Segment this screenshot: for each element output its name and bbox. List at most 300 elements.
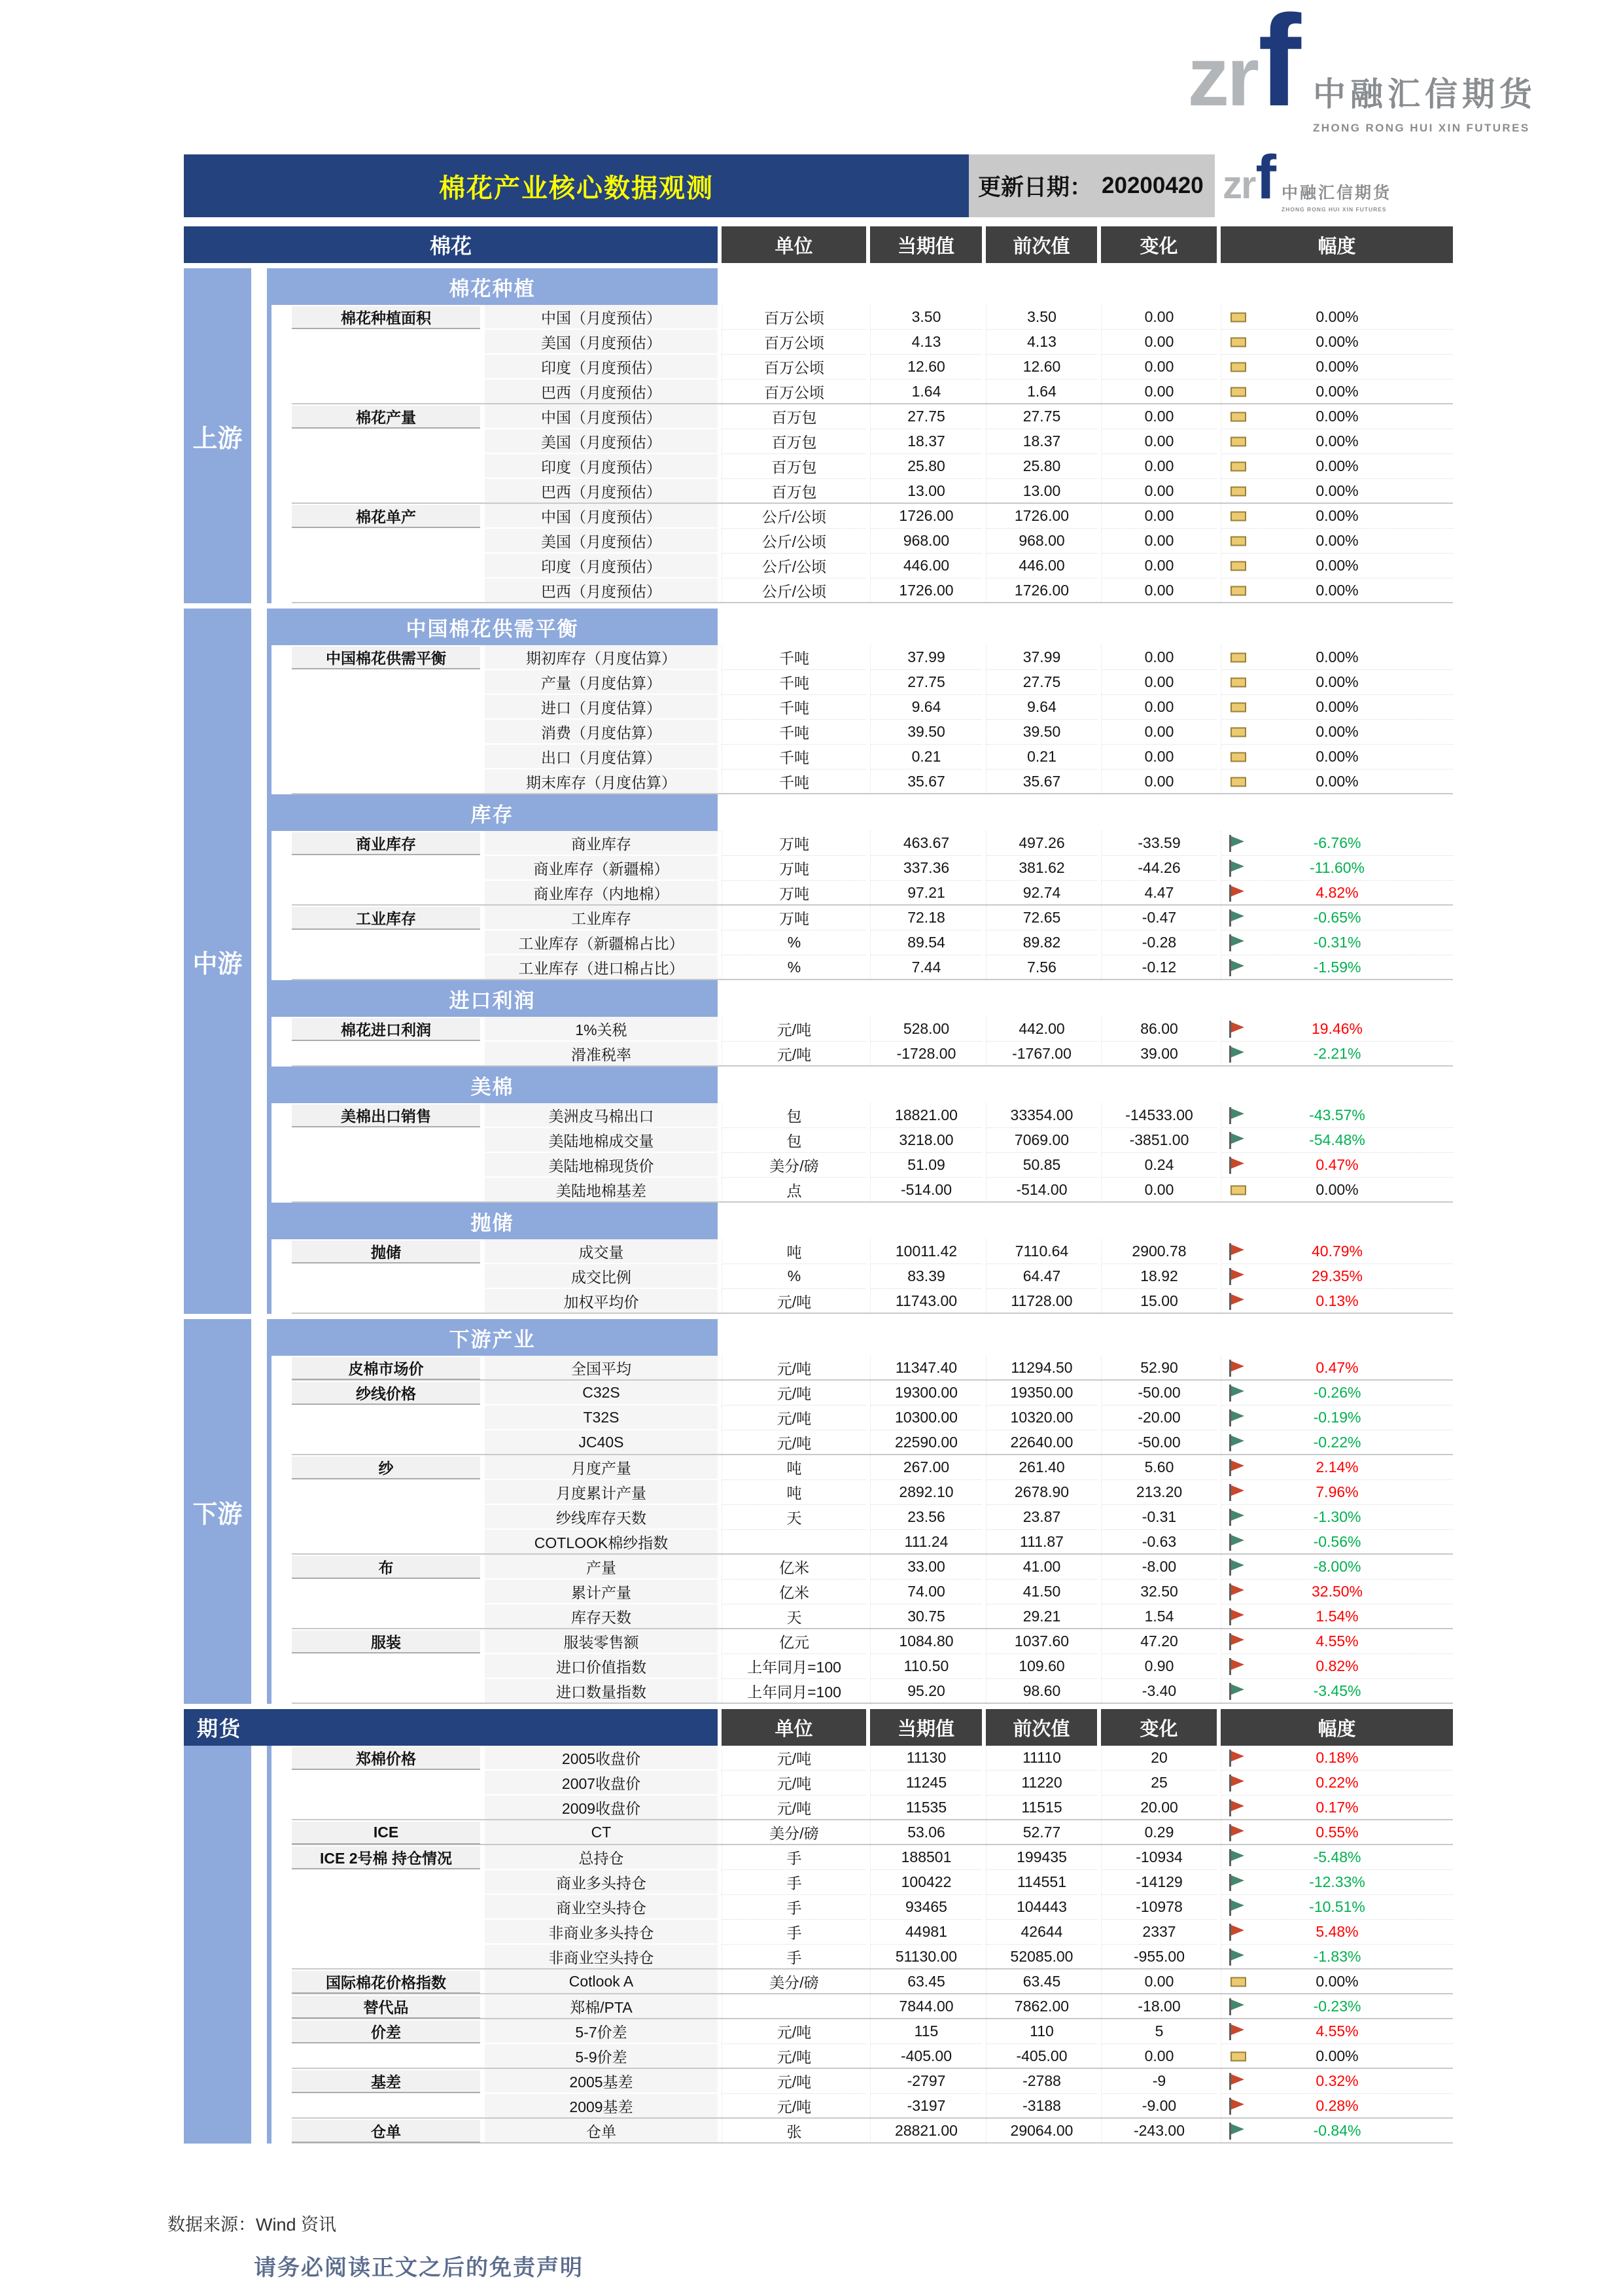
change-value-cell: 0.00 bbox=[1101, 305, 1217, 330]
table-row bbox=[184, 1289, 1453, 1314]
unit-cell: 手 bbox=[722, 1945, 866, 1969]
current-value-cell: 18821.00 bbox=[870, 1103, 982, 1128]
strip-spacer bbox=[480, 380, 485, 404]
table-header-row bbox=[184, 1709, 1453, 1746]
row-indent bbox=[184, 1629, 292, 1654]
row-indent bbox=[184, 1239, 292, 1264]
pct-value: 0.47% bbox=[1316, 1156, 1359, 1173]
row-indent bbox=[184, 1994, 292, 2019]
change-value-cell: -243.00 bbox=[1101, 2119, 1217, 2144]
current-value-cell: 9.64 bbox=[870, 695, 982, 720]
section-band: 中国棉花供需平衡 bbox=[267, 609, 718, 645]
table-row bbox=[184, 769, 1453, 794]
group-label-spacer bbox=[292, 479, 480, 504]
pct-cell bbox=[1221, 930, 1453, 955]
group-label-spacer bbox=[292, 1530, 480, 1555]
table-row bbox=[184, 1654, 1453, 1679]
strip-spacer bbox=[480, 1555, 485, 1580]
previous-value-cell: 37.99 bbox=[986, 645, 1097, 670]
pct-value: -3.45% bbox=[1313, 1682, 1361, 1699]
row-group bbox=[184, 645, 1453, 794]
disclaimer-note: 请务必阅读正文之后的免责声明 bbox=[254, 2255, 584, 2280]
pct-value: 0.18% bbox=[1316, 1749, 1359, 1766]
down-flag-icon bbox=[1229, 1948, 1246, 1966]
row-indent bbox=[184, 504, 292, 529]
change-value-cell: 25 bbox=[1101, 1771, 1217, 1795]
unit-cell: 张 bbox=[722, 2119, 866, 2144]
previous-value-cell: 2678.90 bbox=[986, 1480, 1097, 1505]
pct-value: -11.60% bbox=[1310, 859, 1365, 876]
pct-cell bbox=[1221, 1994, 1453, 2019]
pct-value: -1.83% bbox=[1313, 1948, 1361, 1965]
group-label-spacer bbox=[292, 1289, 480, 1314]
row-indent bbox=[184, 355, 292, 380]
row-indent bbox=[184, 1128, 292, 1153]
row-indent bbox=[184, 1795, 292, 1820]
row-label-cell: 印度（月度预估） bbox=[485, 454, 718, 479]
down-flag-icon bbox=[1229, 959, 1246, 977]
row-indent bbox=[184, 720, 292, 745]
strip-spacer bbox=[480, 2044, 485, 2069]
strip-spacer bbox=[480, 1795, 485, 1820]
group-label-spacer bbox=[292, 1153, 480, 1178]
row-indent bbox=[184, 1042, 292, 1067]
pct-cell bbox=[1221, 1381, 1453, 1405]
change-value-cell: 5 bbox=[1101, 2019, 1217, 2044]
pct-value: 0.00% bbox=[1316, 532, 1359, 549]
current-value-cell: 111.24 bbox=[870, 1530, 982, 1555]
strip-spacer bbox=[480, 1580, 485, 1604]
row-indent bbox=[184, 2119, 292, 2144]
previous-value-cell: 1.64 bbox=[986, 380, 1097, 404]
table-row bbox=[184, 2094, 1453, 2119]
strip-spacer bbox=[480, 1845, 485, 1870]
group-label: 工业库存 bbox=[292, 907, 480, 930]
table-row bbox=[184, 1480, 1453, 1505]
unit-cell: 点 bbox=[722, 1178, 866, 1203]
previous-value-cell: 11220 bbox=[986, 1771, 1097, 1795]
unit-cell: 手 bbox=[722, 1895, 866, 1920]
group-label: 棉花产量 bbox=[292, 406, 480, 429]
group-label-spacer bbox=[292, 429, 480, 454]
strip-spacer bbox=[480, 1264, 485, 1289]
logo-cn-name: 中融汇信期货 bbox=[1313, 76, 1537, 113]
up-flag-icon bbox=[1229, 1483, 1246, 1502]
up-flag-icon bbox=[1229, 884, 1246, 902]
change-value-cell: 2900.78 bbox=[1101, 1239, 1217, 1264]
change-value-cell: 0.00 bbox=[1101, 504, 1217, 529]
row-indent bbox=[184, 1870, 292, 1895]
row-label-cell: 工业库存（新疆棉占比） bbox=[485, 930, 718, 955]
logo-zr-letters: zr bbox=[1187, 30, 1257, 124]
pct-cell bbox=[1221, 305, 1453, 330]
row-indent bbox=[184, 1654, 292, 1679]
pct-cell bbox=[1221, 2094, 1453, 2119]
previous-value-cell: 1037.60 bbox=[986, 1629, 1097, 1654]
pct-cell bbox=[1221, 1017, 1453, 1042]
current-value-cell: 337.36 bbox=[870, 856, 982, 881]
pct-cell bbox=[1221, 454, 1453, 479]
section-band-row bbox=[184, 1319, 1453, 1356]
row-group bbox=[184, 831, 1453, 906]
no-change-icon bbox=[1230, 461, 1246, 471]
pct-value: -54.48% bbox=[1309, 1131, 1365, 1148]
pct-value: 19.46% bbox=[1311, 1020, 1363, 1037]
strip-spacer bbox=[480, 479, 485, 504]
change-value-cell: 0.00 bbox=[1101, 670, 1217, 695]
current-value-cell: 11535 bbox=[870, 1795, 982, 1820]
group-label-spacer bbox=[292, 2044, 480, 2069]
pct-cell bbox=[1221, 1795, 1453, 1820]
unit-cell: 手 bbox=[722, 1845, 866, 1870]
row-indent bbox=[184, 404, 292, 429]
row-label-cell: CT bbox=[485, 1820, 718, 1845]
no-change-icon bbox=[1230, 652, 1246, 662]
strip-spacer bbox=[480, 1153, 485, 1178]
previous-value-cell: 7862.00 bbox=[986, 1994, 1097, 2019]
strip-spacer bbox=[480, 2119, 485, 2144]
down-flag-icon bbox=[1229, 1998, 1246, 2016]
pct-value: 2.14% bbox=[1316, 1458, 1359, 1475]
row-label-cell: 累计产量 bbox=[485, 1580, 718, 1604]
down-flag-icon bbox=[1229, 859, 1246, 877]
group-label-spacer bbox=[292, 930, 480, 955]
row-label-cell: JC40S bbox=[485, 1430, 718, 1455]
table-row bbox=[184, 1128, 1453, 1153]
row-group bbox=[184, 1455, 1453, 1555]
table-row bbox=[184, 1505, 1453, 1530]
no-change-icon bbox=[1230, 727, 1246, 737]
strip-spacer bbox=[480, 1381, 485, 1405]
pct-cell bbox=[1221, 1356, 1453, 1381]
change-value-cell: 0.00 bbox=[1101, 355, 1217, 380]
change-value-cell: 5.60 bbox=[1101, 1455, 1217, 1480]
change-value-cell: 0.00 bbox=[1101, 695, 1217, 720]
current-value-cell: 18.37 bbox=[870, 429, 982, 454]
strip-spacer bbox=[480, 1128, 485, 1153]
update-date-box bbox=[969, 154, 1215, 217]
table-row bbox=[184, 1679, 1453, 1704]
strip-spacer bbox=[480, 831, 485, 856]
row-label-cell: 美国（月度预估） bbox=[485, 330, 718, 355]
previous-value-cell: 7110.64 bbox=[986, 1239, 1097, 1264]
change-value-cell: 213.20 bbox=[1101, 1480, 1217, 1505]
strip-spacer bbox=[480, 529, 485, 554]
change-value-cell: 2337 bbox=[1101, 1920, 1217, 1945]
pct-value: 1.54% bbox=[1316, 1608, 1359, 1625]
change-value-cell: 32.50 bbox=[1101, 1580, 1217, 1604]
pct-value: 0.00% bbox=[1316, 698, 1359, 715]
row-label-cell: 2007收盘价 bbox=[485, 1771, 718, 1795]
column-header: 变化 bbox=[1101, 226, 1217, 263]
down-flag-icon bbox=[1229, 1848, 1246, 1867]
previous-value-cell: 110 bbox=[986, 2019, 1097, 2044]
current-value-cell: 446.00 bbox=[870, 554, 982, 578]
change-value-cell: 0.00 bbox=[1101, 529, 1217, 554]
strip-spacer bbox=[480, 955, 485, 980]
change-value-cell: 0.00 bbox=[1101, 1969, 1217, 1994]
previous-value-cell: -1767.00 bbox=[986, 1042, 1097, 1067]
change-value-cell: -10934 bbox=[1101, 1845, 1217, 1870]
previous-value-cell: 41.00 bbox=[986, 1555, 1097, 1580]
unit-cell: 吨 bbox=[722, 1239, 866, 1264]
row-label-cell: 产量（月度估算） bbox=[485, 670, 718, 695]
pct-value: -0.23% bbox=[1313, 1998, 1361, 2015]
unit-cell: 百万包 bbox=[722, 429, 866, 454]
previous-value-cell: 33354.00 bbox=[986, 1103, 1097, 1128]
previous-value-cell: 968.00 bbox=[986, 529, 1097, 554]
strip-spacer bbox=[480, 695, 485, 720]
table-header-left: 棉花 bbox=[184, 226, 718, 263]
row-indent bbox=[184, 380, 292, 404]
column-header: 幅度 bbox=[1221, 226, 1453, 263]
row-group bbox=[184, 404, 1453, 504]
previous-value-cell: 98.60 bbox=[986, 1679, 1097, 1704]
change-value-cell: 0.29 bbox=[1101, 1820, 1217, 1845]
up-flag-icon bbox=[1229, 1774, 1246, 1792]
previous-value-cell: 0.21 bbox=[986, 745, 1097, 769]
change-value-cell: 0.00 bbox=[1101, 330, 1217, 355]
row-label-cell: 巴西（月度预估） bbox=[485, 578, 718, 603]
previous-value-cell: 1726.00 bbox=[986, 578, 1097, 603]
current-value-cell: 25.80 bbox=[870, 454, 982, 479]
no-change-icon bbox=[1230, 1977, 1246, 1987]
row-label-cell: 全国平均 bbox=[485, 1356, 718, 1381]
pct-value: 0.00% bbox=[1316, 1181, 1359, 1198]
strip-spacer bbox=[480, 330, 485, 355]
change-value-cell: -3851.00 bbox=[1101, 1128, 1217, 1153]
row-indent bbox=[184, 330, 292, 355]
current-value-cell: 39.50 bbox=[870, 720, 982, 745]
current-value-cell: 3.50 bbox=[870, 305, 982, 330]
current-value-cell: 188501 bbox=[870, 1845, 982, 1870]
group-label: 棉花种植面积 bbox=[292, 306, 480, 329]
change-value-cell: -44.26 bbox=[1101, 856, 1217, 881]
previous-value-cell: 114551 bbox=[986, 1870, 1097, 1895]
band-spacer bbox=[184, 1319, 267, 1356]
previous-value-cell: 29.21 bbox=[986, 1604, 1097, 1629]
title-bar bbox=[184, 143, 1463, 217]
current-value-cell: 968.00 bbox=[870, 529, 982, 554]
row-indent bbox=[184, 1356, 292, 1381]
column-header: 前次值 bbox=[986, 1709, 1097, 1746]
current-value-cell: 12.60 bbox=[870, 355, 982, 380]
current-value-cell: 463.67 bbox=[870, 831, 982, 856]
down-flag-icon bbox=[1229, 934, 1246, 952]
down-flag-icon bbox=[1229, 1682, 1246, 1701]
logo-text bbox=[1282, 180, 1391, 213]
pct-value: 0.00% bbox=[1316, 308, 1359, 325]
unit-cell: 包 bbox=[722, 1103, 866, 1128]
table-row bbox=[184, 1580, 1453, 1604]
pct-value: -12.33% bbox=[1309, 1873, 1365, 1890]
change-value-cell: 4.47 bbox=[1101, 881, 1217, 906]
group-label-spacer bbox=[292, 1920, 480, 1945]
previous-value-cell: 92.74 bbox=[986, 881, 1097, 906]
unit-cell: % bbox=[722, 1264, 866, 1289]
unit-cell: 千吨 bbox=[722, 720, 866, 745]
group-label-spacer bbox=[292, 1178, 480, 1203]
row-label-cell: T32S bbox=[485, 1405, 718, 1430]
table-row bbox=[184, 355, 1453, 380]
current-value-cell: 2892.10 bbox=[870, 1480, 982, 1505]
group-label-spacer bbox=[292, 720, 480, 745]
row-label-cell: 美陆地棉成交量 bbox=[485, 1128, 718, 1153]
current-value-cell: 28821.00 bbox=[870, 2119, 982, 2144]
current-value-cell: 11743.00 bbox=[870, 1289, 982, 1314]
band-spacer bbox=[184, 609, 267, 645]
group-label-spacer bbox=[292, 745, 480, 769]
row-group bbox=[184, 1017, 1453, 1067]
pct-value: 0.28% bbox=[1316, 2097, 1359, 2114]
pct-cell bbox=[1221, 1178, 1453, 1203]
change-value-cell: 0.90 bbox=[1101, 1654, 1217, 1679]
current-value-cell: 83.39 bbox=[870, 1264, 982, 1289]
row-label-cell: 5-7价差 bbox=[485, 2019, 718, 2044]
current-value-cell: -1728.00 bbox=[870, 1042, 982, 1067]
strip-spacer bbox=[480, 1820, 485, 1845]
column-header: 前次值 bbox=[986, 226, 1097, 263]
change-value-cell: -14533.00 bbox=[1101, 1103, 1217, 1128]
strip-spacer bbox=[480, 881, 485, 906]
group-label: ICE bbox=[292, 1822, 480, 1845]
row-indent bbox=[184, 769, 292, 794]
row-indent bbox=[184, 2019, 292, 2044]
current-value-cell: 10300.00 bbox=[870, 1405, 982, 1430]
strip-spacer bbox=[480, 2019, 485, 2044]
table-row bbox=[184, 454, 1453, 479]
unit-cell: % bbox=[722, 955, 866, 980]
group-label-spacer bbox=[292, 454, 480, 479]
unit-cell: 上年同月=100 bbox=[722, 1679, 866, 1704]
strip-spacer bbox=[480, 554, 485, 578]
pct-value: 0.17% bbox=[1316, 1799, 1359, 1816]
row-label-cell: 5-9价差 bbox=[485, 2044, 718, 2069]
current-value-cell: 72.18 bbox=[870, 906, 982, 930]
group-label-spacer bbox=[292, 856, 480, 881]
row-label-cell: 进口数量指数 bbox=[485, 1679, 718, 1704]
change-value-cell: 20 bbox=[1101, 1746, 1217, 1771]
logo-f-letter: f bbox=[1255, 143, 1276, 212]
group-label: 服装 bbox=[292, 1631, 480, 1653]
strip-spacer bbox=[480, 1455, 485, 1480]
unit-cell: 美分/磅 bbox=[722, 1153, 866, 1178]
table-row bbox=[184, 1870, 1453, 1895]
row-label-cell: 中国（月度预估） bbox=[485, 404, 718, 429]
current-value-cell: 37.99 bbox=[870, 645, 982, 670]
unit-cell: 元/吨 bbox=[722, 2094, 866, 2119]
unit-cell: % bbox=[722, 930, 866, 955]
unit-cell bbox=[722, 1530, 866, 1555]
row-indent bbox=[184, 1017, 292, 1042]
pct-cell bbox=[1221, 1679, 1453, 1704]
previous-value-cell: 27.75 bbox=[986, 404, 1097, 429]
group-label-spacer bbox=[292, 1480, 480, 1505]
column-header: 当期值 bbox=[870, 226, 982, 263]
table-row bbox=[184, 1945, 1453, 1969]
table-row bbox=[184, 745, 1453, 769]
row-group bbox=[184, 906, 1453, 980]
logo-cn-name: 中融汇信期货 bbox=[1282, 184, 1392, 202]
group-divider bbox=[292, 1313, 1453, 1314]
row-indent bbox=[184, 1580, 292, 1604]
pct-value: -0.31% bbox=[1313, 934, 1361, 951]
table-row bbox=[184, 554, 1453, 578]
pct-value: -0.19% bbox=[1313, 1409, 1361, 1426]
change-value-cell: -33.59 bbox=[1101, 831, 1217, 856]
unit-cell: 手 bbox=[722, 1870, 866, 1895]
company-logo bbox=[1187, 0, 1537, 135]
change-value-cell: 1.54 bbox=[1101, 1604, 1217, 1629]
down-flag-icon bbox=[1229, 1045, 1246, 1063]
pct-value: -0.65% bbox=[1313, 909, 1361, 926]
current-value-cell: 115 bbox=[870, 2019, 982, 2044]
strip-spacer bbox=[480, 1629, 485, 1654]
row-label-cell: 商业空头持仓 bbox=[485, 1895, 718, 1920]
row-label-cell: 出口（月度估算） bbox=[485, 745, 718, 769]
previous-value-cell: 41.50 bbox=[986, 1580, 1097, 1604]
change-value-cell: 0.00 bbox=[1101, 745, 1217, 769]
pct-value: -8.00% bbox=[1313, 1558, 1361, 1575]
row-label-cell: 美国（月度预估） bbox=[485, 529, 718, 554]
row-indent bbox=[184, 429, 292, 454]
strip-spacer bbox=[480, 504, 485, 529]
current-value-cell: -405.00 bbox=[870, 2044, 982, 2069]
pct-cell bbox=[1221, 1920, 1453, 1945]
row-indent bbox=[184, 2069, 292, 2094]
row-indent bbox=[184, 695, 292, 720]
current-value-cell: 51.09 bbox=[870, 1153, 982, 1178]
pct-value: 4.55% bbox=[1316, 2022, 1359, 2040]
group-label-spacer bbox=[292, 1128, 480, 1153]
current-value-cell: 1.64 bbox=[870, 380, 982, 404]
row-indent bbox=[184, 1530, 292, 1555]
column-header: 变化 bbox=[1101, 1709, 1217, 1746]
table-row bbox=[184, 1530, 1453, 1555]
row-label-cell: 库存天数 bbox=[485, 1604, 718, 1629]
row-label-cell: 巴西（月度预估） bbox=[485, 479, 718, 504]
previous-value-cell: 109.60 bbox=[986, 1654, 1097, 1679]
row-indent bbox=[184, 955, 292, 980]
group-label: 抛储 bbox=[292, 1241, 480, 1263]
band-spacer bbox=[184, 1203, 267, 1239]
row-label-cell: 非商业空头持仓 bbox=[485, 1945, 718, 1969]
band-spacer bbox=[184, 794, 267, 831]
unit-cell: 公斤/公顷 bbox=[722, 529, 866, 554]
group-label: 美棉出口销售 bbox=[292, 1104, 480, 1127]
current-value-cell: 11130 bbox=[870, 1746, 982, 1771]
previous-value-cell: 13.00 bbox=[986, 479, 1097, 504]
pct-value: 0.00% bbox=[1316, 1973, 1359, 1990]
row-indent bbox=[184, 831, 292, 856]
table-row bbox=[184, 955, 1453, 980]
column-header: 幅度 bbox=[1221, 1709, 1453, 1746]
table-row bbox=[184, 479, 1453, 504]
strip-spacer bbox=[480, 578, 485, 603]
row-group bbox=[184, 1969, 1453, 1994]
data-source-note: 数据来源：Wind 资讯 bbox=[167, 2215, 337, 2234]
pct-cell bbox=[1221, 1895, 1453, 1920]
strip-spacer bbox=[480, 745, 485, 769]
no-change-icon bbox=[1230, 362, 1246, 372]
unit-cell: 上年同月=100 bbox=[722, 1654, 866, 1679]
row-group bbox=[184, 2119, 1453, 2144]
table-row bbox=[184, 1920, 1453, 1945]
change-value-cell: -9 bbox=[1101, 2069, 1217, 2094]
pct-value: 0.13% bbox=[1316, 1292, 1359, 1309]
strip-spacer bbox=[480, 1654, 485, 1679]
unit-cell: 公斤/公顷 bbox=[722, 504, 866, 529]
